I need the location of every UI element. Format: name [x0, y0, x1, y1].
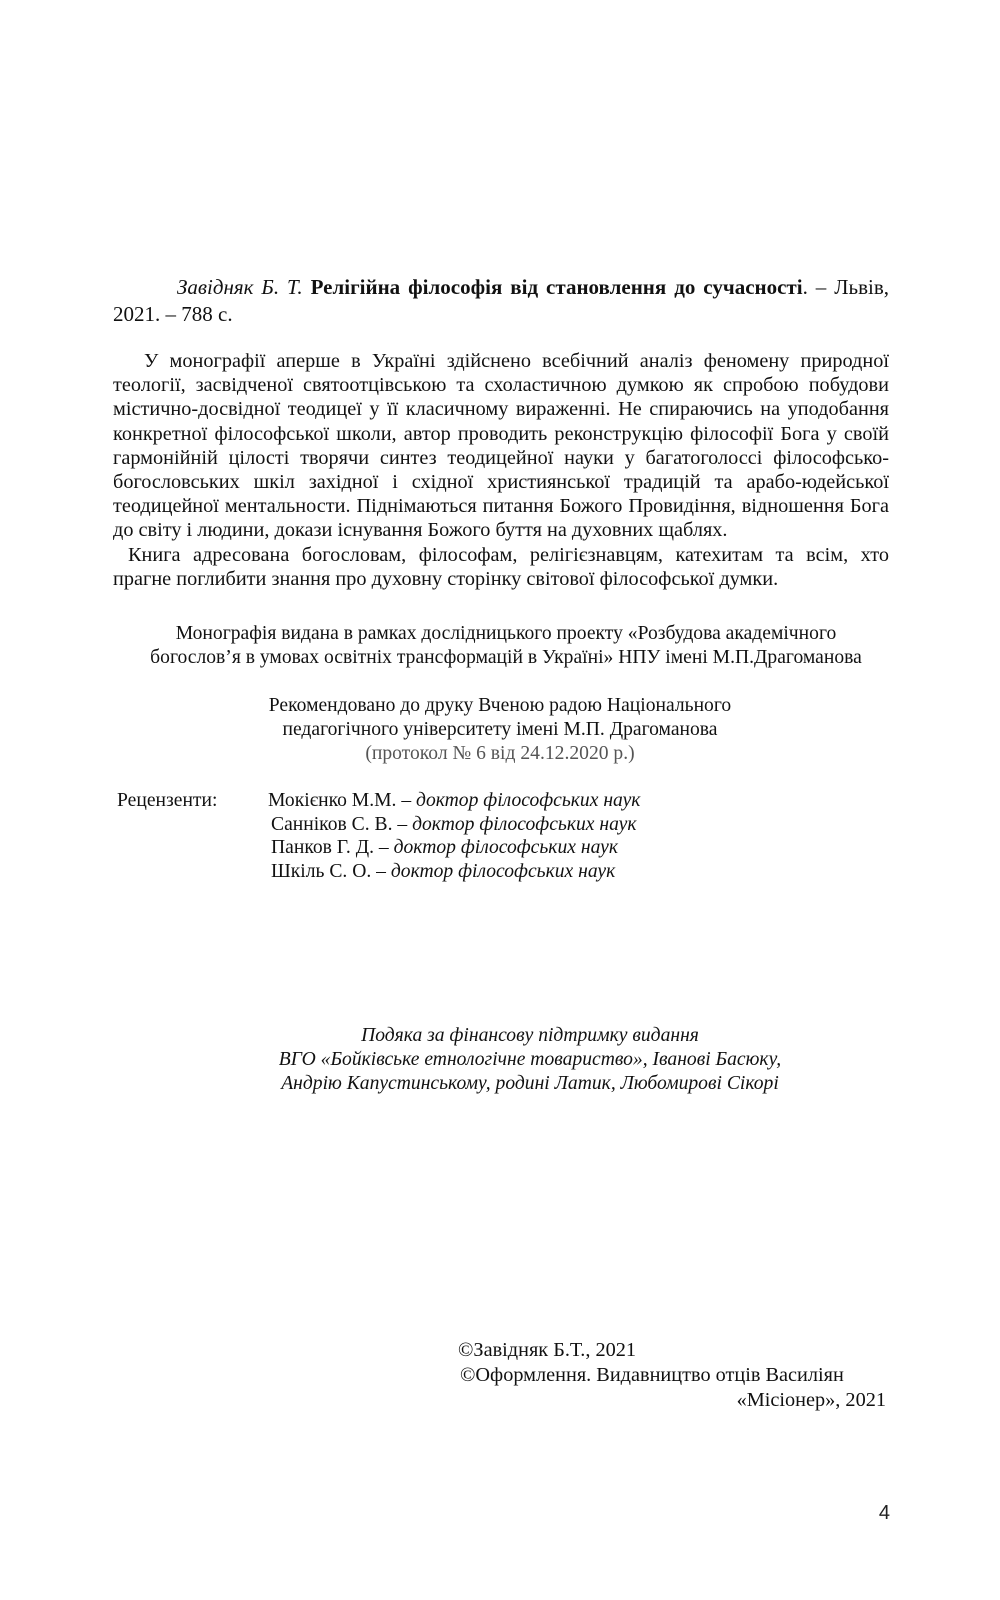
reviewer-name: Панков Г. Д. – [271, 837, 394, 859]
reviewer-name: Мокієнко М.М. – [268, 790, 417, 811]
reviewer-degree: доктор філософських наук [412, 813, 637, 835]
project-note-line: богослов’я в умовах освітніх трансформацій в Україні» НПУ імені М.П.Драгоманова [150, 647, 862, 668]
reviewers-list [268, 789, 788, 883]
copyright-publisher: ©Оформлення. Видавництво отців Василіян [460, 1364, 844, 1386]
reviewer-item [271, 860, 788, 884]
acknowledgement-line: ВГО «Бойківське етнологічне товариство», Іванові Басюку, [278, 1049, 782, 1070]
project-note [113, 622, 899, 670]
abstract-paragraph: Книга адресована богословам, філософам, релігієзнавцям, катехитам та всім, хто прагне поглибити знання про духовну сторінку світової філософської думки. [113, 543, 889, 590]
copyright-author: ©Завідняк Б.Т., 2021 [458, 1339, 637, 1361]
recommendation-line: Рекомендовано до друку Вченою радою Національного [268, 695, 732, 716]
page-number: 4 [878, 1502, 890, 1524]
bibliographic-entry [113, 274, 889, 328]
copyright-publisher-name: «Місіонер», 2021 [736, 1389, 886, 1411]
acknowledgement-line: Андрію Капустинському, родині Латик, Любомирові Сікорі [281, 1073, 779, 1094]
reviewer-degree: доктор філософських наук [393, 837, 618, 859]
recommendation [200, 694, 800, 766]
acknowledgement-line: Подяка за фінансову підтримку видання [361, 1025, 699, 1046]
reviewer-item [271, 813, 788, 837]
reviewer-item [271, 836, 788, 860]
reviewers-label: Рецензенти: [117, 790, 218, 811]
abstract-paragraph: У монографії аперше в Україні здійснено всебічний аналіз феномену природної теології, засвідченої святоотцівською та схоластичною думкою як спробою побудови містично-досвідної теодицеї у її класичному вираженні. Не спираючись на уподобання конкретної філософської школи, автор проводить реконструкцію філософії Бога у своїй гармонійній цілості творячи синтез теодицейної науки у багатоголоссі філософсько-богословських шкіл західної і східної християнської традицій та арабо-юдейської теодицейної ментальности. Піднімаються питання Божого Провидіння, відношення Бога до світу і людини, докази існування Божого буття на духовних щаблях. [113, 350, 889, 542]
reviewer-degree: доктор філософських наук [416, 790, 641, 811]
recommendation-line: педагогічного університету імені М.П. Драгоманова [282, 719, 718, 740]
reviewer-item [268, 789, 788, 813]
acknowledgement [230, 1024, 830, 1096]
reviewer-name: Шкіль С. О. – [271, 860, 391, 882]
copyright-block [440, 1338, 886, 1413]
book-title: Релігійна філософія від становлення до сучасності [310, 275, 803, 299]
abstract [113, 349, 889, 591]
publication-details: . – Львів, 2021. – 788 с. [113, 275, 890, 326]
author-name: Завідняк Б. Т. [177, 275, 303, 299]
reviewer-name: Санніков С. В. – [271, 813, 413, 835]
project-note-line: Монографія видана в рамках дослідницького проекту «Розбудова академічного [175, 623, 837, 644]
protocol-note: (протокол № 6 від 24.12.2020 р.) [365, 743, 635, 764]
reviewer-degree: доктор філософських наук [390, 860, 616, 882]
